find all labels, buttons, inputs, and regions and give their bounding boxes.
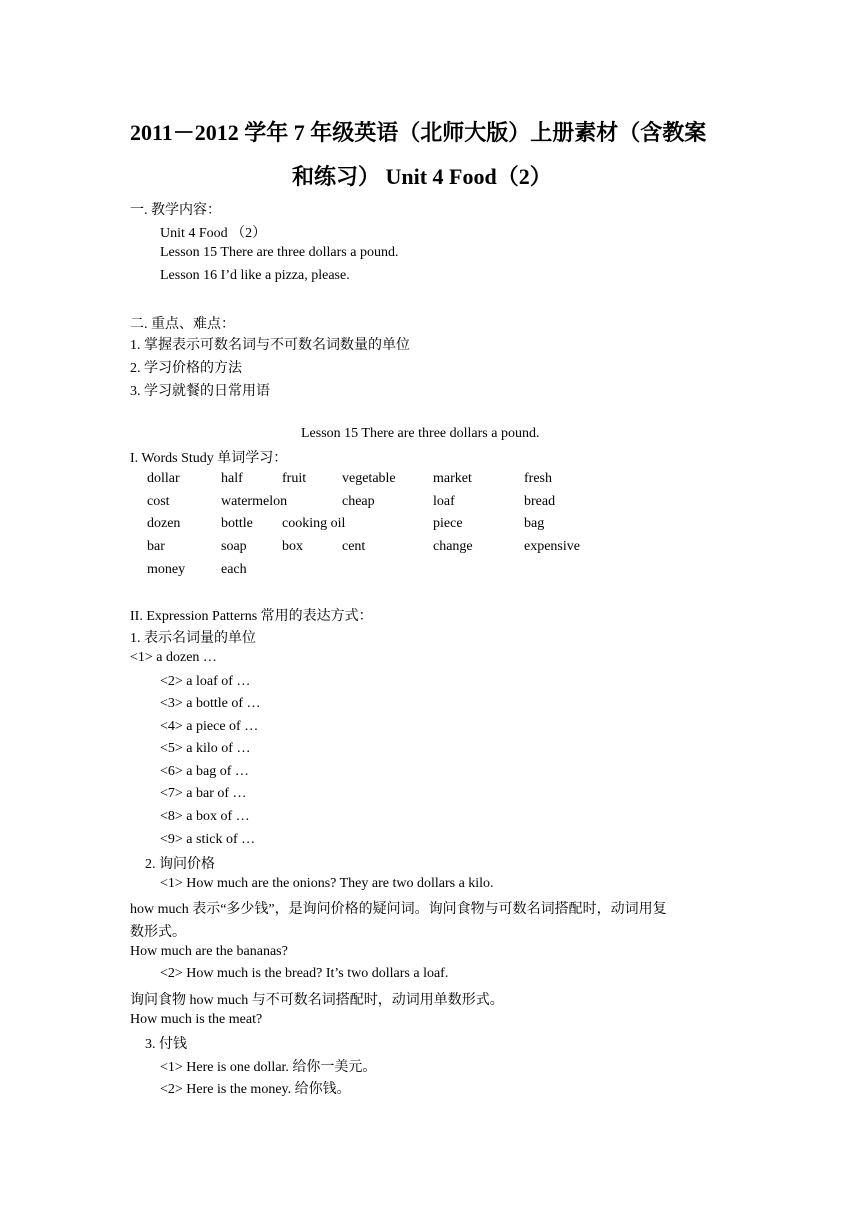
price-note-1a: how much 表示“多少钱”，是询问价格的疑问词。询问食物与可数名词搭配时，动词用复 [130, 902, 667, 917]
key-point-2: 2. 学习价格的方法 [130, 361, 242, 376]
word-cell: piece [433, 516, 463, 531]
lesson-15-line: Lesson 15 There are three dollars a pound. [160, 245, 399, 260]
unit-item: <8> a box of … [160, 809, 250, 824]
word-cell: cent [342, 539, 366, 554]
unit-item: <9> a stick of … [160, 832, 256, 847]
title-line-1: 2011－2012 学年 7 年级英语（北师大版）上册素材（含教案 [130, 120, 707, 145]
expression-2-heading: 2. 询问价格 [145, 857, 215, 872]
unit-item: <7> a bar of … [160, 786, 247, 801]
word-cell: change [433, 539, 473, 554]
word-cell: each [221, 562, 247, 577]
word-cell: cooking oil [282, 516, 346, 531]
unit-item: <5> a kilo of … [160, 741, 251, 756]
word-cell: loaf [433, 494, 455, 509]
pay-example-1: <1> Here is one dollar. 给你一美元。 [160, 1060, 377, 1075]
word-cell: bottle [221, 516, 253, 531]
pay-example-2: <2> Here is the money. 给你钱。 [160, 1082, 351, 1097]
word-cell: fruit [282, 471, 307, 486]
title-line-2: 和练习） Unit 4 Food（2） [292, 164, 552, 189]
expression-heading: II. Expression Patterns 常用的表达方式： [130, 609, 373, 624]
word-cell: watermelon [221, 494, 288, 509]
word-cell: bar [147, 539, 165, 554]
unit-item: <3> a bottle of … [160, 696, 261, 711]
word-cell: vegetable [342, 471, 396, 486]
price-example-2: <2> How much is the bread? It’s two dollars a loaf. [160, 966, 449, 981]
lesson-title: Lesson 15 There are three dollars a pound. [301, 426, 540, 441]
price-question-1: How much are the bananas? [130, 944, 288, 959]
price-example-1: <1> How much are the onions? They are two dollars a kilo. [160, 876, 494, 891]
price-note-1b: 数形式。 [130, 925, 186, 940]
word-cell: bag [524, 516, 545, 531]
lesson-16-line: Lesson 16 I’d like a pizza, please. [160, 268, 350, 283]
section-1-heading: 一. 教学内容： [130, 203, 221, 218]
expression-1-heading: 1. 表示名词量的单位 [130, 631, 256, 646]
word-cell: expensive [524, 539, 580, 554]
key-point-3: 3. 学习就餐的日常用语 [130, 384, 270, 399]
unit-item: <2> a loaf of … [160, 674, 251, 689]
unit-item: <1> a dozen … [130, 650, 217, 665]
word-cell: fresh [524, 471, 552, 486]
unit-item: <4> a piece of … [160, 719, 259, 734]
words-heading: I. Words Study 单词学习： [130, 451, 288, 466]
word-cell: half [221, 471, 243, 486]
word-cell: cheap [342, 494, 375, 509]
word-cell: soap [221, 539, 247, 554]
expression-3-heading: 3. 付钱 [145, 1037, 187, 1052]
price-note-2: 询问食物 how much 与不可数名词搭配时，动词用单数形式。 [130, 993, 504, 1008]
unit-line: Unit 4 Food （2） [160, 226, 267, 241]
word-cell: dozen [147, 516, 181, 531]
word-cell: box [282, 539, 303, 554]
price-question-2: How much is the meat? [130, 1012, 263, 1027]
section-2-heading: 二. 重点、难点： [130, 317, 235, 332]
word-cell: dollar [147, 471, 180, 486]
unit-item: <6> a bag of … [160, 764, 249, 779]
word-cell: market [433, 471, 472, 486]
key-point-1: 1. 掌握表示可数名词与不可数名词数量的单位 [130, 338, 410, 353]
word-cell: money [147, 562, 186, 577]
word-cell: cost [147, 494, 170, 509]
word-cell: bread [524, 494, 556, 509]
